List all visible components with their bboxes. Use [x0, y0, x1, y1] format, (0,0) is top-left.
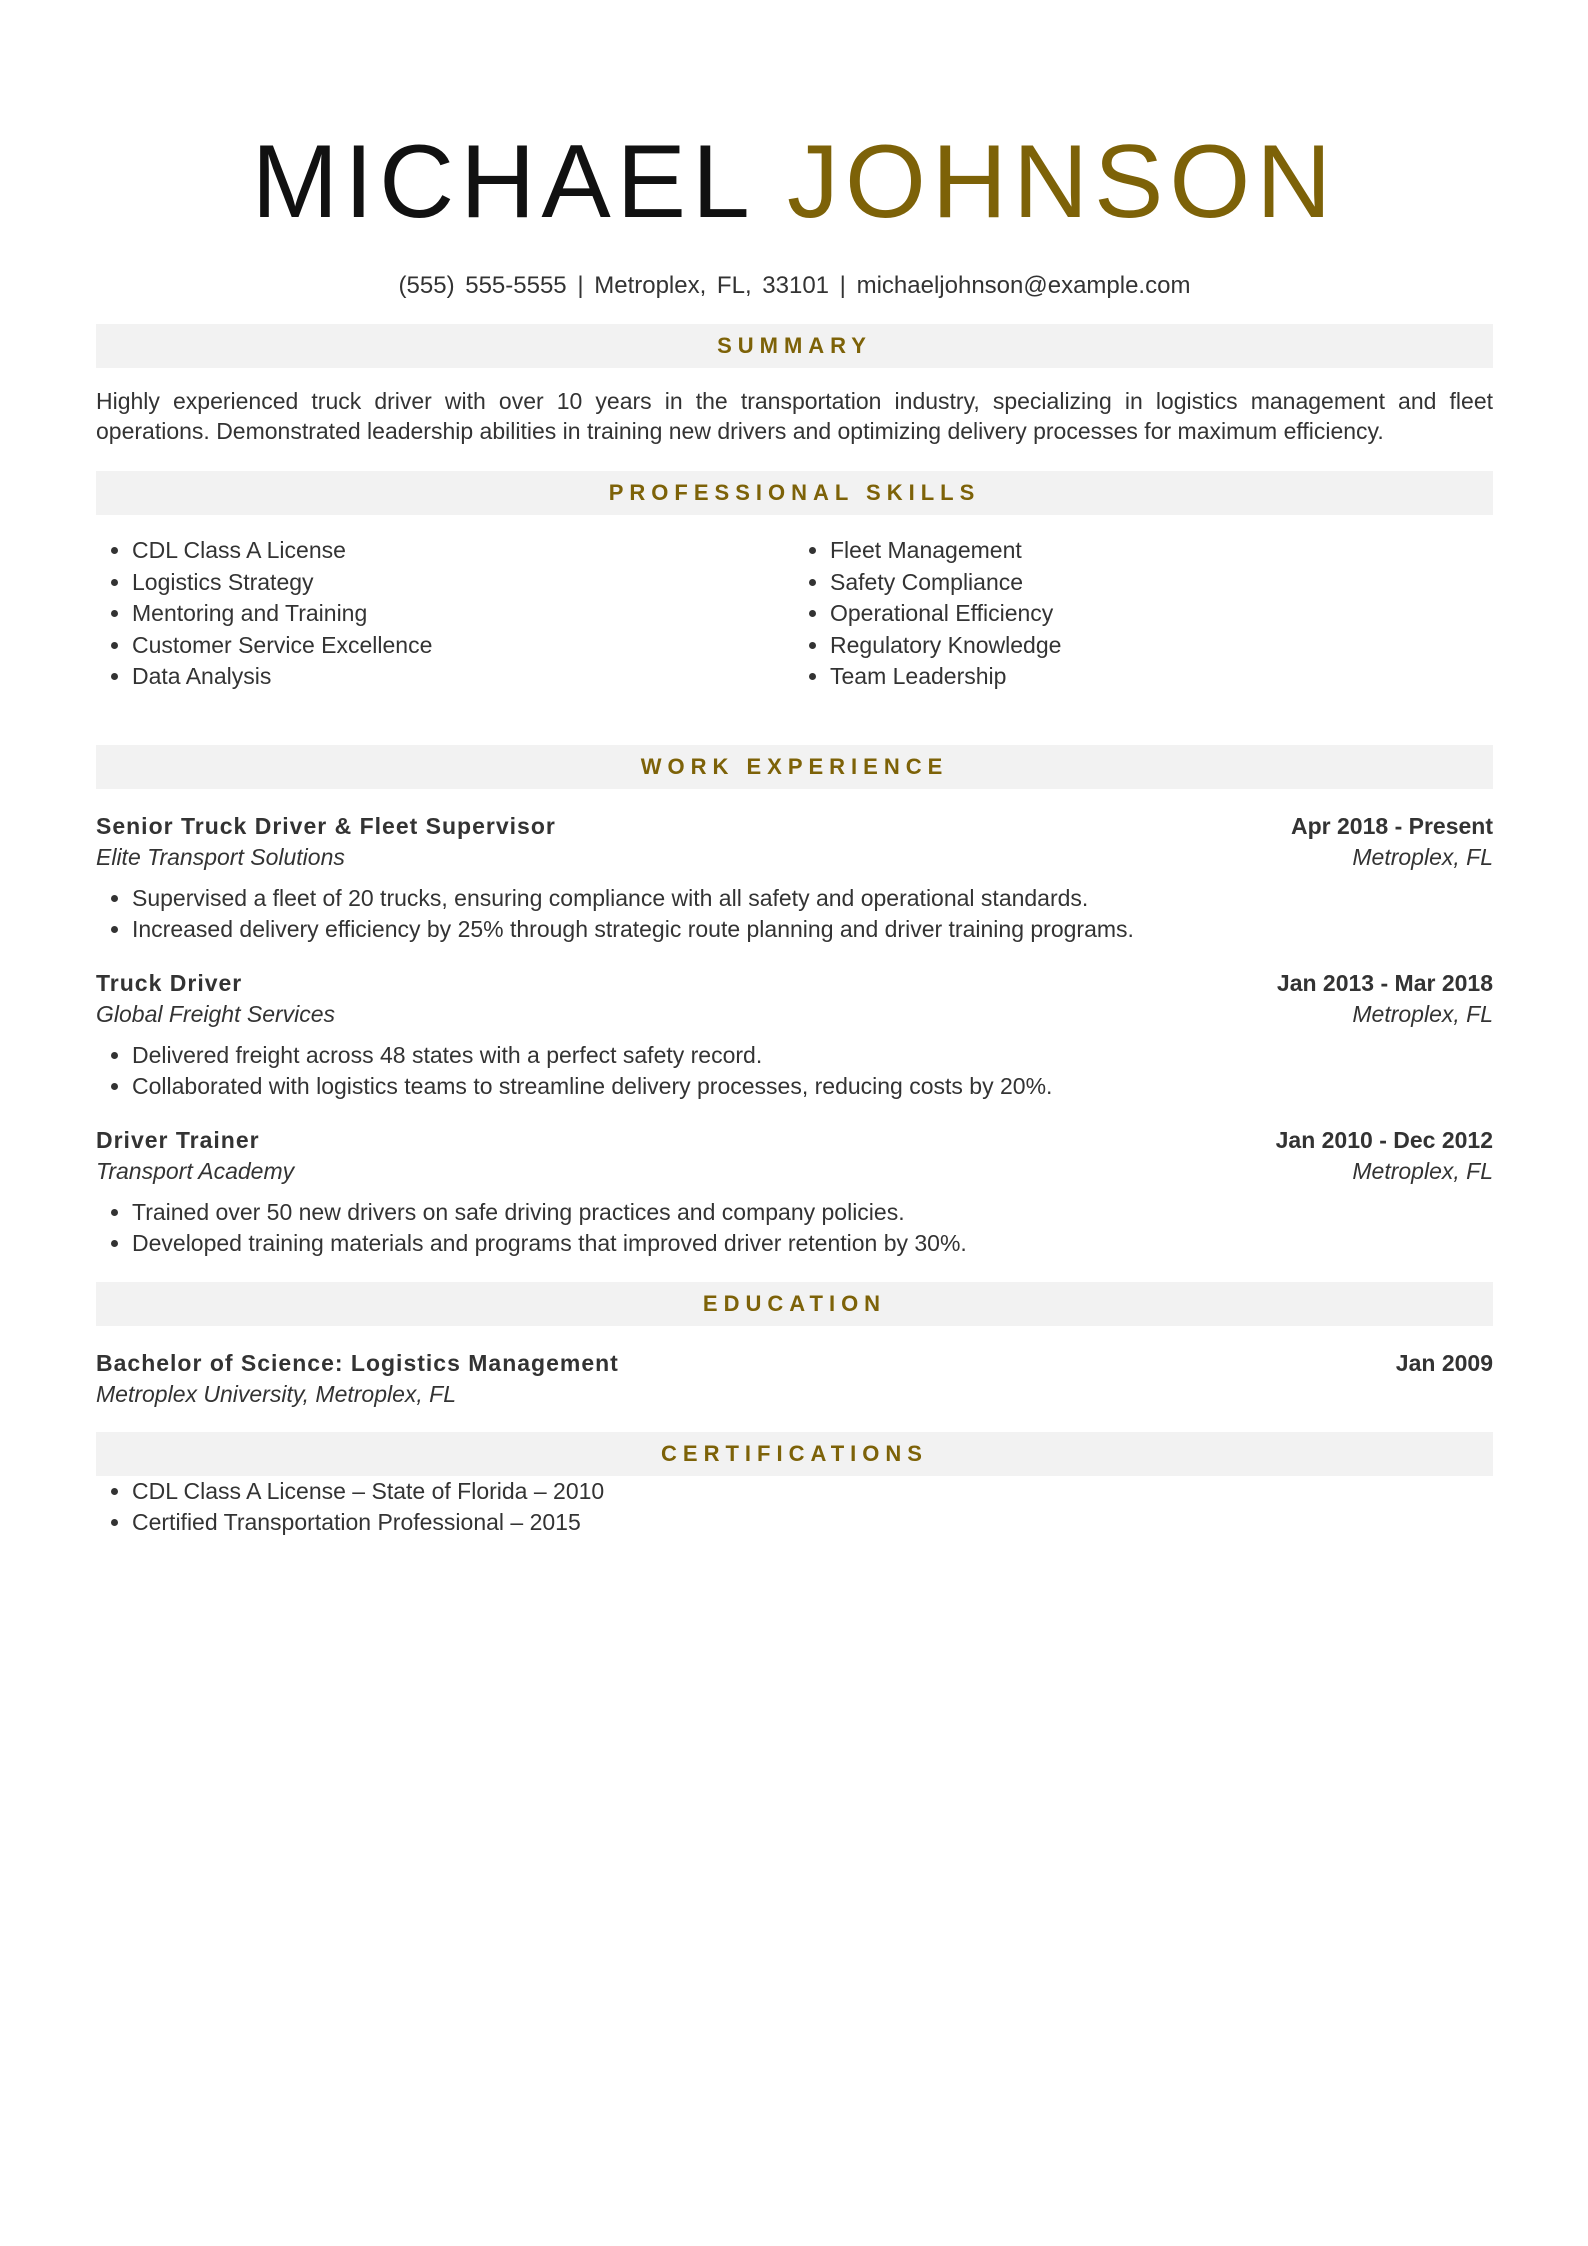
job-bullet: • Developed training materials and programs that improved driver retention by 30%.	[132, 1228, 1493, 1260]
certifications-header: CERTIFICATIONS	[96, 1432, 1493, 1476]
education-school-row	[96, 1378, 1493, 1410]
job-header	[96, 1125, 1493, 1155]
job-bullets	[96, 1040, 1493, 1103]
skill-item: • Regulatory Knowledge	[830, 630, 1492, 662]
skills-column-right	[794, 535, 1492, 693]
degree: Bachelor of Science: Logistics Management	[96, 1349, 619, 1376]
job-location: Metroplex, FL	[1352, 1157, 1493, 1184]
education-header-row	[96, 1348, 1493, 1378]
certification-item: • CDL Class A License – State of Florida – 2010	[132, 1476, 1493, 1508]
skill-item: • Data Analysis	[132, 661, 794, 693]
job-location: Metroplex, FL	[1352, 843, 1493, 870]
experience-header: WORK EXPERIENCE	[96, 745, 1493, 789]
first-name: MICHAEL	[251, 124, 753, 240]
job-bullet: • Collaborated with logistics teams to streamline delivery processes, reducing costs by 20%.	[132, 1071, 1493, 1103]
job-entry	[96, 1125, 1493, 1260]
job-title: Driver Trainer	[96, 1126, 260, 1153]
summary-text: Highly experienced truck driver with over 10 years in the transportation industry, specializing in logistics management and fleet operations. Demonstrated leadership abilities in training new drivers and optimizing delivery processes for maximum efficiency.	[96, 388, 1493, 444]
job-bullets	[96, 1197, 1493, 1260]
skill-item: • Operational Efficiency	[830, 598, 1492, 630]
job-entry	[96, 968, 1493, 1103]
skills-header: PROFESSIONAL SKILLS	[96, 471, 1493, 515]
education-date: Jan 2009	[1395, 1349, 1493, 1376]
education-entry	[96, 1348, 1493, 1410]
resume-page	[96, 0, 1493, 1539]
school: Metroplex University, Metroplex, FL	[96, 1380, 457, 1407]
job-company: Elite Transport Solutions	[96, 843, 345, 870]
job-title: Senior Truck Driver & Fleet Supervisor	[96, 812, 556, 839]
skill-item: • Mentoring and Training	[132, 598, 794, 630]
certifications-list	[96, 1476, 1493, 1539]
job-company: Global Freight Services	[96, 1000, 336, 1027]
job-dates: Apr 2018 - Present	[1291, 812, 1493, 839]
job-subheader	[96, 1155, 1493, 1187]
skill-item: • CDL Class A License	[132, 535, 794, 567]
last-name: JOHNSON	[786, 124, 1338, 240]
job-subheader	[96, 998, 1493, 1030]
skill-item: • Safety Compliance	[830, 567, 1492, 599]
job-title: Truck Driver	[96, 969, 243, 996]
job-bullet: • Increased delivery efficiency by 25% through strategic route planning and driver training programs.	[132, 914, 1493, 946]
job-bullet: • Supervised a fleet of 20 trucks, ensuring compliance with all safety and operational standards.	[132, 883, 1493, 915]
skill-item: • Fleet Management	[830, 535, 1492, 567]
skills-list	[96, 535, 1493, 693]
job-subheader	[96, 841, 1493, 873]
job-bullet: • Delivered freight across 48 states with a perfect safety record.	[132, 1040, 1493, 1072]
job-dates: Jan 2013 - Mar 2018	[1276, 969, 1493, 996]
job-company: Transport Academy	[96, 1157, 295, 1184]
job-header	[96, 811, 1493, 841]
contact-line: (555) 555-5555 | Metroplex, FL, 33101 | michaeljohnson@example.com	[398, 272, 1191, 299]
summary-header: SUMMARY	[96, 324, 1493, 368]
job-location: Metroplex, FL	[1352, 1000, 1493, 1027]
job-header	[96, 968, 1493, 998]
education-header: EDUCATION	[96, 1282, 1493, 1326]
skills-column-left	[96, 535, 794, 693]
job-dates: Jan 2010 - Dec 2012	[1275, 1126, 1493, 1153]
candidate-name	[96, 122, 1493, 242]
certification-item: • Certified Transportation Professional – 2015	[132, 1507, 1493, 1539]
job-bullet: • Trained over 50 new drivers on safe driving practices and company policies.	[132, 1197, 1493, 1229]
skill-item: • Logistics Strategy	[132, 567, 794, 599]
skill-item: • Team Leadership	[830, 661, 1492, 693]
skill-item: • Customer Service Excellence	[132, 630, 794, 662]
job-bullets	[96, 883, 1493, 946]
job-entry	[96, 811, 1493, 946]
